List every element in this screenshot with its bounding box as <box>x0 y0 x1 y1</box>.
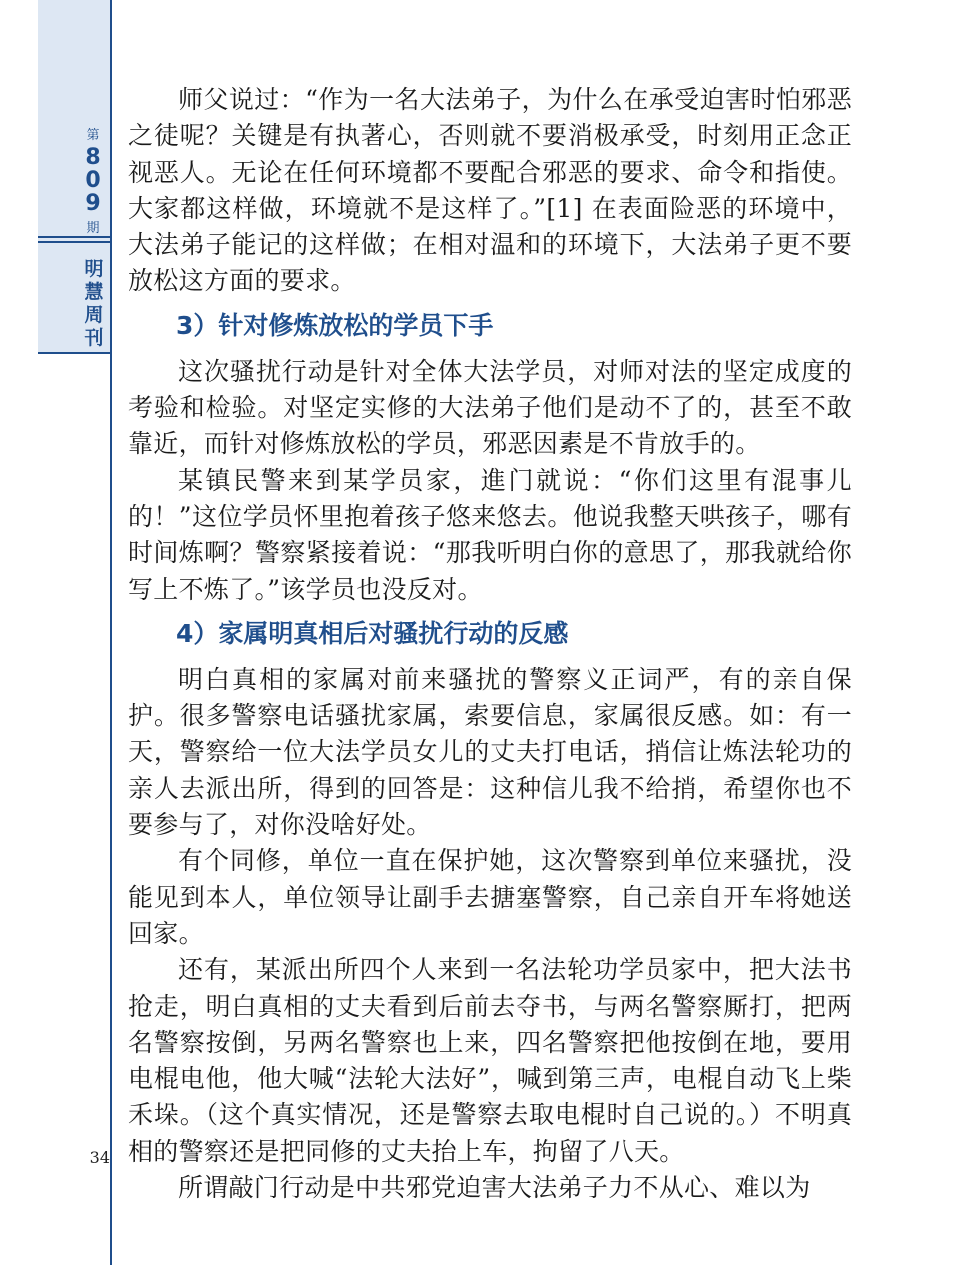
sidebar-divider <box>38 241 110 243</box>
paragraph: 有个同修，单位一直在保护她，这次警察到单位来骚扰，没能见到本人，单位领导让副手去搪塞警察，自己亲自开车将她送回家。 <box>128 846 852 948</box>
paragraph: 还有，某派出所四个人来到一名法轮功学员家中，把大法书抢走，明白真相的丈夫看到后前去夺书，与两名警察厮打，把两名警察按倒，另两名警察也上来，四名警察把他按倒在地，要用电棍电他，他大喊“法轮大法好”，喊到第三声，电棍自动飞上柴禾垛。（这个真实情况，还是警察去取电棍时自己说的。）不明真相的警察还是把同修的丈夫抬上车，拘留了八天。 <box>128 955 852 1166</box>
magazine-title-char-4: 刊 <box>84 327 104 349</box>
paragraph: 所谓敲门行动是中共邪党迫害大法弟子力不从心、难以为 <box>178 1173 811 1203</box>
issue-digit-3: 9 <box>85 191 101 216</box>
magazine-title-char-1: 明 <box>84 258 104 280</box>
issue-digit-1: 8 <box>85 145 101 170</box>
section-heading: 3）针对修炼放松的学员下手 <box>176 310 494 340</box>
issue-prefix: 第 <box>86 128 100 143</box>
paragraph: 这次骚扰行动是针对全体大法学员，对师对法的坚定成度的考验和检验。对坚定实修的大法弟子他们是动不了的，甚至不敢靠近，而针对修炼放松的学员，邪恶因素是不肯放手的。 <box>128 356 852 459</box>
paragraph: 明白真相的家属对前来骚扰的警察义正词严，有的亲自保护。很多警察电话骚扰家属，索要信息，家属很反感。如：有一天，警察给一位大法学员女儿的丈夫打电话，捎信让炼法轮功的亲人去派出所，得到的回答是：这种信儿我不给捎，希望你也不要参与了，对你没啥好处。 <box>128 664 852 840</box>
paragraph: 师父说过：“作为一名大法弟子，为什么在承受迫害时怕邪恶之徒呢？关键是有执著心，否则就不要消极承受，时刻用正念正视恶人。无论在任何环境都不要配合邪恶的要求、命令和指使。大家都这样做，环境就不是这样了。”[1] 在表面险恶的环境中，大法弟子能记的这样做；在相对温和的环境下，大法弟子更不要放松这方面的要求。 <box>128 85 852 296</box>
article-body <box>128 82 852 1206</box>
sidebar-divider <box>38 236 110 238</box>
magazine-title-char-3: 周 <box>84 304 104 326</box>
magazine-title-char-2: 慧 <box>84 281 104 303</box>
issue-digit-2: 0 <box>85 168 101 193</box>
page-number: 34 <box>89 1148 110 1167</box>
section-heading: 4）家属明真相后对骚扰行动的反感 <box>176 618 569 648</box>
margin-rule <box>110 0 112 1265</box>
issue-suffix: 期 <box>86 221 100 236</box>
paragraph: 某镇民警来到某学员家，進门就说：“你们这里有混事儿的！”这位学员怀里抱着孩子悠来悠去。他说我整天哄孩子，哪有时间炼啊？警察紧接着说：“那我听明白你的意思了，那我就给你写上不炼了。”该学员也没反对。 <box>128 465 852 604</box>
